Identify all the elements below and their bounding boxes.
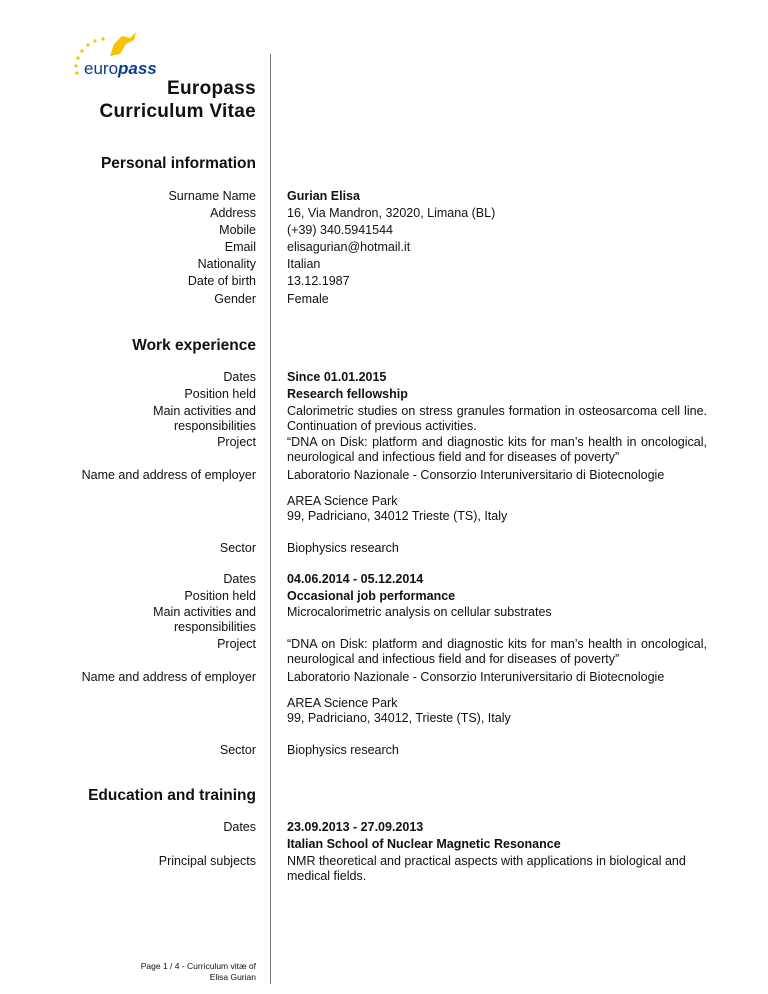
edu-subjects: NMR theoretical and practical aspects with applications in biological and medical fields. <box>287 854 686 883</box>
footer-line-2: Elisa Gurian <box>209 972 256 982</box>
value-nationality: Italian <box>287 257 321 271</box>
label-nationality: Nationality <box>197 257 256 271</box>
job1-label-dates: Dates <box>223 370 256 384</box>
job2-label-dates: Dates <box>223 572 256 586</box>
activities-label-line-2: responsibilities <box>174 620 256 634</box>
job2-sector: Biophysics research <box>287 743 399 757</box>
job1-sector: Biophysics research <box>287 541 399 555</box>
job2-label-employer: Name and address of employer <box>81 670 256 684</box>
europass-logo <box>70 30 180 80</box>
column-divider <box>270 54 271 984</box>
value-mobile: (+39) 340.5941544 <box>287 223 393 237</box>
page-footer <box>60 961 256 983</box>
job2-label-activities <box>40 605 256 635</box>
job2-employer: Laboratorio Nazionale - Consorzio Interuniversitario di Biotecnologie <box>287 670 665 684</box>
value-date-of-birth: 13.12.1987 <box>287 274 350 288</box>
job1-position: Research fellowship <box>287 387 408 401</box>
job2-label-project: Project <box>217 637 256 651</box>
title-line-2: Curriculum Vitae <box>99 101 256 122</box>
section-work-heading: Work experience <box>132 337 256 354</box>
job1-dates: Since 01.01.2015 <box>287 370 387 384</box>
job1-activities: Calorimetric studies on stress granules formation in osteosarcoma cell line. Continuation of previous activities. <box>287 404 707 433</box>
job1-label-employer: Name and address of employer <box>81 468 256 482</box>
activities-label-line-2: responsibilities <box>174 419 256 433</box>
job1-employer: Laboratorio Nazionale - Consorzio Interuniversitario di Biotecnologie <box>287 468 665 482</box>
logo-euro-text: euro <box>84 59 119 78</box>
footer-line-1: Page 1 / 4 - Curriculum vitæ of <box>140 961 256 971</box>
job2-address-line-1: AREA Science Park <box>287 696 398 710</box>
value-address: 16, Via Mandron, 32020, Limana (BL) <box>287 206 496 220</box>
logo-pass-text: pass <box>118 59 157 78</box>
edu-title: Italian School of Nuclear Magnetic Resonance <box>287 837 561 851</box>
label-date-of-birth: Date of birth <box>187 274 256 288</box>
job2-position: Occasional job performance <box>287 589 456 603</box>
activities-label-line-1: Main activities and <box>153 404 256 418</box>
job1-project: “DNA on Disk: platform and diagnostic kits for man’s health in oncological, neurological and infectious field and for diseases of poverty” <box>287 435 707 464</box>
value-email: elisagurian@hotmail.it <box>287 240 411 254</box>
job1-label-sector: Sector <box>219 541 256 555</box>
value-gender: Female <box>287 292 329 306</box>
section-personal-heading: Personal information <box>100 155 256 172</box>
section-education-heading: Education and training <box>88 787 256 804</box>
label-surname-name: Surname Name <box>168 189 256 203</box>
edu-label-dates: Dates <box>223 820 256 834</box>
job1-label-activities <box>40 404 256 434</box>
edu-label-subjects: Principal subjects <box>158 854 256 868</box>
job2-label-sector: Sector <box>219 743 256 757</box>
job2-address-line-2: 99, Padriciano, 34012, Trieste (TS), Italy <box>287 711 511 725</box>
job1-label-position: Position held <box>184 387 256 401</box>
label-mobile: Mobile <box>219 223 256 237</box>
job1-address-line-1: AREA Science Park <box>287 494 398 508</box>
job2-activities: Microcalorimetric analysis on cellular substrates <box>287 605 552 619</box>
figure-icon <box>110 32 136 56</box>
edu-dates: 23.09.2013 - 27.09.2013 <box>287 820 424 834</box>
label-address: Address <box>210 206 256 220</box>
job1-label-project: Project <box>217 435 256 449</box>
value-surname-name: Gurian Elisa <box>287 189 360 203</box>
job2-label-position: Position held <box>184 589 256 603</box>
job2-project: “DNA on Disk: platform and diagnostic kits for man’s health in oncological, neurological and infectious field and for diseases of poverty” <box>287 637 707 666</box>
label-gender: Gender <box>214 292 256 306</box>
document-title <box>60 77 256 123</box>
title-line-1: Europass <box>167 78 256 99</box>
job1-address-line-2: 99, Padriciano, 34012 Trieste (TS), Italy <box>287 509 508 523</box>
job2-dates: 04.06.2014 - 05.12.2014 <box>287 572 424 586</box>
activities-label-line-1: Main activities and <box>153 605 256 619</box>
label-email: Email <box>224 240 256 254</box>
